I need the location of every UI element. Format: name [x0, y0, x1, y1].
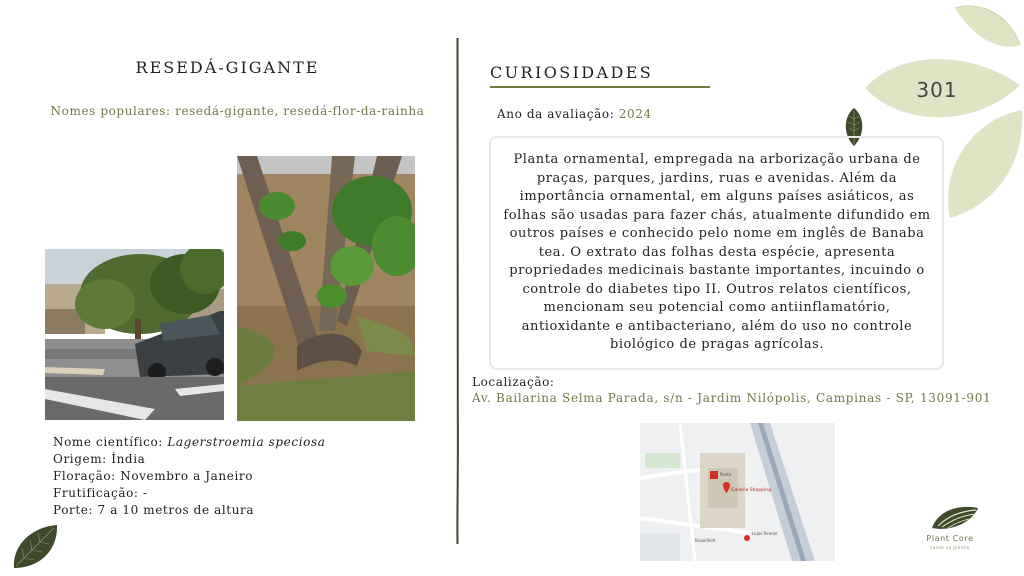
map-label-ponto: Ponto [720, 472, 732, 477]
flowering-value: Novembro a Janeiro [120, 469, 254, 483]
fruiting-row [53, 485, 325, 502]
fruiting-value: - [142, 486, 148, 500]
popular-names-value: resedá-gigante, resedá-flor-da-rainha [175, 104, 425, 118]
photo-street-tree [45, 249, 224, 420]
origin-row [53, 451, 325, 468]
heading-underline [490, 86, 710, 88]
location-label: Localização: [472, 375, 555, 389]
scientific-name-row [53, 434, 325, 451]
photo-tree-trunk [237, 156, 415, 421]
flowering-row [53, 468, 325, 485]
curiosities-text: Planta ornamental, empregada na arborização urbana de praças, parques, jardins, ruas e avenidas. Além da importância ornamental, em alguns países asiáticos, as folhas são usadas para fazer chás, atualmente difundido em outros países e conhecido pelo nome em inglês de Banaba tea. O extrato das folhas desta espécie, apresenta propriedades medicinais bastante importantes, incuindo o controle do diabetes tipo II. Outros relatos científicos, mencionam seu potencial como antiinflamatório, antioxidante e antibacteriano, além do uso no controle biológico de pragas agrícolas. [503, 152, 931, 352]
popular-names-label: Nomes populares: [50, 104, 171, 118]
scientific-name-label: Nome científico: [53, 435, 163, 449]
origin-value: Índia [111, 452, 146, 466]
location-map[interactable] [640, 423, 835, 561]
fruiting-label: Frutificação: [53, 486, 139, 500]
evaluation-year-label: Ano da avaliação: [497, 107, 615, 121]
size-value: 7 a 10 metros de altura [97, 503, 255, 517]
plant-title: RESEDÁ-GIGANTE [135, 58, 320, 77]
brand-name: Plant Core [926, 534, 974, 543]
evaluation-year-value: 2024 [618, 107, 652, 121]
plant-facts [53, 434, 325, 519]
leaf-icon-bottom [10, 522, 60, 572]
brand-tagline: saúde no plantio [930, 545, 970, 550]
scientific-name: Lagerstroemia speciosa [167, 435, 326, 449]
map-label-lojas: Lojas Renner [752, 531, 778, 536]
size-row [53, 502, 325, 519]
plant-core-logo-icon [930, 502, 980, 532]
vertical-divider [456, 38, 459, 544]
popular-names [0, 104, 475, 118]
map-label-brookfield: Brookfield [695, 538, 716, 543]
evaluation-year [497, 107, 652, 121]
map-label-shopping: Galleria Shopping [731, 488, 771, 493]
size-label: Porte: [53, 503, 94, 517]
flowering-label: Floração: [53, 469, 116, 483]
curiosities-heading: CURIOSIDADES [490, 63, 654, 82]
plant-number: 301 [916, 78, 958, 102]
location-address: Av. Bailarina Selma Parada, s/n - Jardim Nilópolis, Campinas - SP, 13091-901 [472, 391, 992, 405]
origin-label: Origem: [53, 452, 107, 466]
